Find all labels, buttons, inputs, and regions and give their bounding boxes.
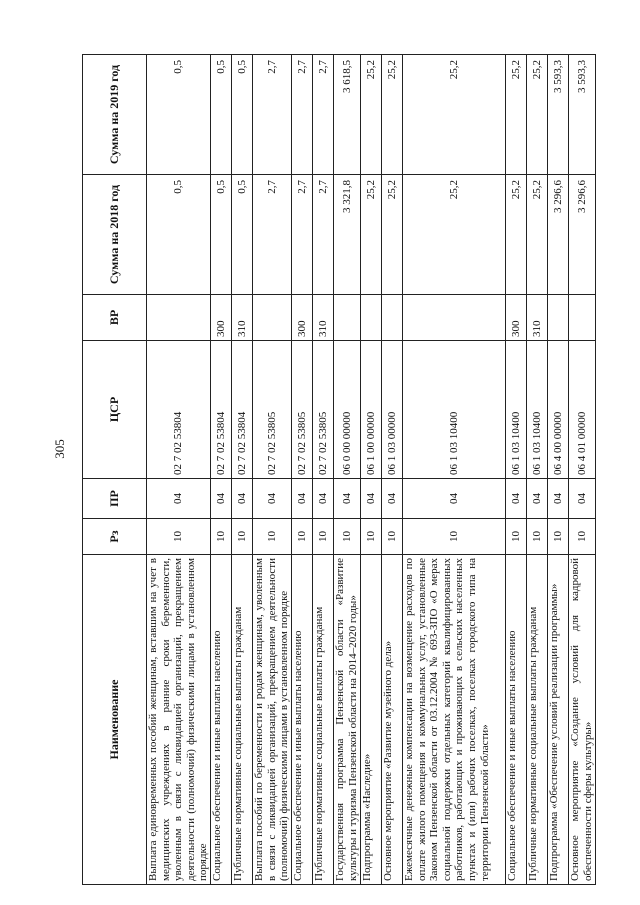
row-csr: 06 1 03 10400	[505, 341, 526, 479]
row-csr: 02 7 02 53805	[312, 341, 333, 479]
row-sum-2019: 2,7	[312, 55, 333, 175]
row-rz: 10	[381, 519, 402, 555]
row-sum-2019: 0,5	[231, 55, 252, 175]
row-name: Основное мероприятие «Развитие музейного дела»	[381, 555, 402, 885]
row-pr: 04	[568, 479, 595, 519]
row-vr	[333, 295, 360, 341]
row-pr: 04	[526, 479, 547, 519]
row-pr: 04	[333, 479, 360, 519]
row-rz: 10	[568, 519, 595, 555]
row-sum-2019: 0,5	[147, 55, 211, 175]
row-vr: 310	[526, 295, 547, 341]
row-name: Ежемесячные денежные компенсации на возмещение расходов по оплате жилого помещения и коммунальных услуг, установленные Законом Пензенской области от 03.12.2004 № 693-ЗПО «О мерах социальной поддержки отдельных категорий квалифицированных работников, работающих и проживающих в сельских населенных пунктах и (или) рабочих поселках, поселках городского типа на территории Пензенской области»	[402, 555, 505, 885]
row-sum-2018: 25,2	[526, 175, 547, 295]
row-pr: 04	[505, 479, 526, 519]
row-sum-2019: 0,5	[210, 55, 231, 175]
row-sum-2019: 25,2	[505, 55, 526, 175]
row-csr: 06 4 00 00000	[547, 341, 568, 479]
row-name: Государственная программа Пензенской области «Развитие культуры и туризма Пензенской области на 2014–2020 годы»	[333, 555, 360, 885]
row-name: Выплата пособий по беременности и родам женщинам, уволенным в связи с ликвидацией организаций, прекращением деятельности (полномочий) физическими лицами в установленном порядке	[252, 555, 291, 885]
row-name: Публичные нормативные социальные выплаты гражданам	[312, 555, 333, 885]
row-csr: 02 7 02 53804	[147, 341, 211, 479]
row-name: Публичные нормативные социальные выплаты гражданам	[231, 555, 252, 885]
row-rz: 10	[210, 519, 231, 555]
row-sum-2019: 2,7	[291, 55, 312, 175]
row-pr: 04	[360, 479, 381, 519]
header-rz: Рз	[83, 519, 147, 555]
table-row	[505, 55, 526, 885]
table-row	[333, 55, 360, 885]
row-name: Публичные нормативные социальные выплаты гражданам	[526, 555, 547, 885]
row-csr: 06 1 03 10400	[402, 341, 505, 479]
row-pr: 04	[147, 479, 211, 519]
row-vr: 300	[291, 295, 312, 341]
row-sum-2018: 2,7	[312, 175, 333, 295]
row-sum-2018: 0,5	[210, 175, 231, 295]
row-sum-2018: 0,5	[231, 175, 252, 295]
row-pr: 04	[231, 479, 252, 519]
row-name: Подпрограмма «Наследие»	[360, 555, 381, 885]
row-sum-2018: 0,5	[147, 175, 211, 295]
row-rz: 10	[526, 519, 547, 555]
row-vr	[360, 295, 381, 341]
row-vr: 300	[505, 295, 526, 341]
row-csr: 02 7 02 53804	[231, 341, 252, 479]
row-csr: 06 1 03 00000	[381, 341, 402, 479]
row-pr: 04	[547, 479, 568, 519]
header-sum-2019: Сумма на 2019 год	[83, 55, 147, 175]
table-row	[252, 55, 291, 885]
row-rz: 10	[291, 519, 312, 555]
row-csr: 02 7 02 53805	[252, 341, 291, 479]
row-csr: 02 7 02 53805	[291, 341, 312, 479]
row-sum-2019: 3 593,3	[568, 55, 595, 175]
row-name: Социальное обеспечение и иные выплаты населению	[210, 555, 231, 885]
row-vr	[252, 295, 291, 341]
row-sum-2019: 2,7	[252, 55, 291, 175]
table-row	[291, 55, 312, 885]
row-sum-2019: 25,2	[402, 55, 505, 175]
row-vr	[147, 295, 211, 341]
table-row	[402, 55, 505, 885]
row-sum-2018: 3 321,8	[333, 175, 360, 295]
row-sum-2018: 3 296,6	[568, 175, 595, 295]
page-number: 305	[52, 439, 67, 459]
table-row	[526, 55, 547, 885]
row-vr: 310	[312, 295, 333, 341]
row-rz: 10	[547, 519, 568, 555]
row-sum-2018: 2,7	[252, 175, 291, 295]
row-pr: 04	[291, 479, 312, 519]
row-csr: 06 1 03 10400	[526, 341, 547, 479]
row-name: Выплата единовременных пособий женщинам, вставшим на учет в медицинских учреждениях в ранние сроки беременности, уволенным в связи с ликвидацией организаций, прекращением деятельности (полномочий) физическими лицами в установленном порядке	[147, 555, 211, 885]
row-sum-2018: 3 296,6	[547, 175, 568, 295]
row-sum-2019: 25,2	[360, 55, 381, 175]
row-vr	[402, 295, 505, 341]
row-rz: 10	[402, 519, 505, 555]
row-csr: 02 7 02 53804	[210, 341, 231, 479]
row-rz: 10	[312, 519, 333, 555]
row-rz: 10	[252, 519, 291, 555]
table-row	[568, 55, 595, 885]
row-rz: 10	[360, 519, 381, 555]
header-sum-2018: Сумма на 2018 год	[83, 175, 147, 295]
row-sum-2018: 25,2	[505, 175, 526, 295]
row-pr: 04	[381, 479, 402, 519]
row-vr	[547, 295, 568, 341]
row-sum-2019: 3 593,3	[547, 55, 568, 175]
table-row	[210, 55, 231, 885]
row-pr: 04	[210, 479, 231, 519]
row-rz: 10	[505, 519, 526, 555]
header-row	[83, 55, 147, 885]
row-sum-2018: 25,2	[360, 175, 381, 295]
row-rz: 10	[333, 519, 360, 555]
row-name: Социальное обеспечение и иные выплаты населению	[505, 555, 526, 885]
budget-table	[82, 55, 594, 885]
row-sum-2018: 25,2	[402, 175, 505, 295]
table-row	[147, 55, 211, 885]
table-row	[312, 55, 333, 885]
row-name: Социальное обеспечение и иные выплаты населению	[291, 555, 312, 885]
row-vr	[381, 295, 402, 341]
row-vr	[568, 295, 595, 341]
table-row	[547, 55, 568, 885]
row-csr: 06 1 00 00000	[360, 341, 381, 479]
row-sum-2019: 25,2	[381, 55, 402, 175]
row-vr: 300	[210, 295, 231, 341]
table-row	[231, 55, 252, 885]
row-name: Подпрограмма «Обеспечение условий реализации программы»	[547, 555, 568, 885]
row-sum-2018: 25,2	[381, 175, 402, 295]
row-pr: 04	[312, 479, 333, 519]
row-rz: 10	[231, 519, 252, 555]
header-csr: ЦСР	[83, 341, 147, 479]
row-csr: 06 4 01 00000	[568, 341, 595, 479]
row-sum-2019: 3 618,5	[333, 55, 360, 175]
row-vr: 310	[231, 295, 252, 341]
rotated-table-area	[82, 55, 594, 885]
table-row	[381, 55, 402, 885]
header-vr: ВР	[83, 295, 147, 341]
row-name: Основное мероприятие «Создание условий для кадровой обеспеченности сферы культуры»	[568, 555, 595, 885]
row-rz: 10	[147, 519, 211, 555]
row-pr: 04	[252, 479, 291, 519]
row-pr: 04	[402, 479, 505, 519]
row-sum-2019: 25,2	[526, 55, 547, 175]
table-row	[360, 55, 381, 885]
row-csr: 06 0 00 00000	[333, 341, 360, 479]
header-pr: ПР	[83, 479, 147, 519]
row-sum-2018: 2,7	[291, 175, 312, 295]
header-name: Наименование	[83, 555, 147, 885]
